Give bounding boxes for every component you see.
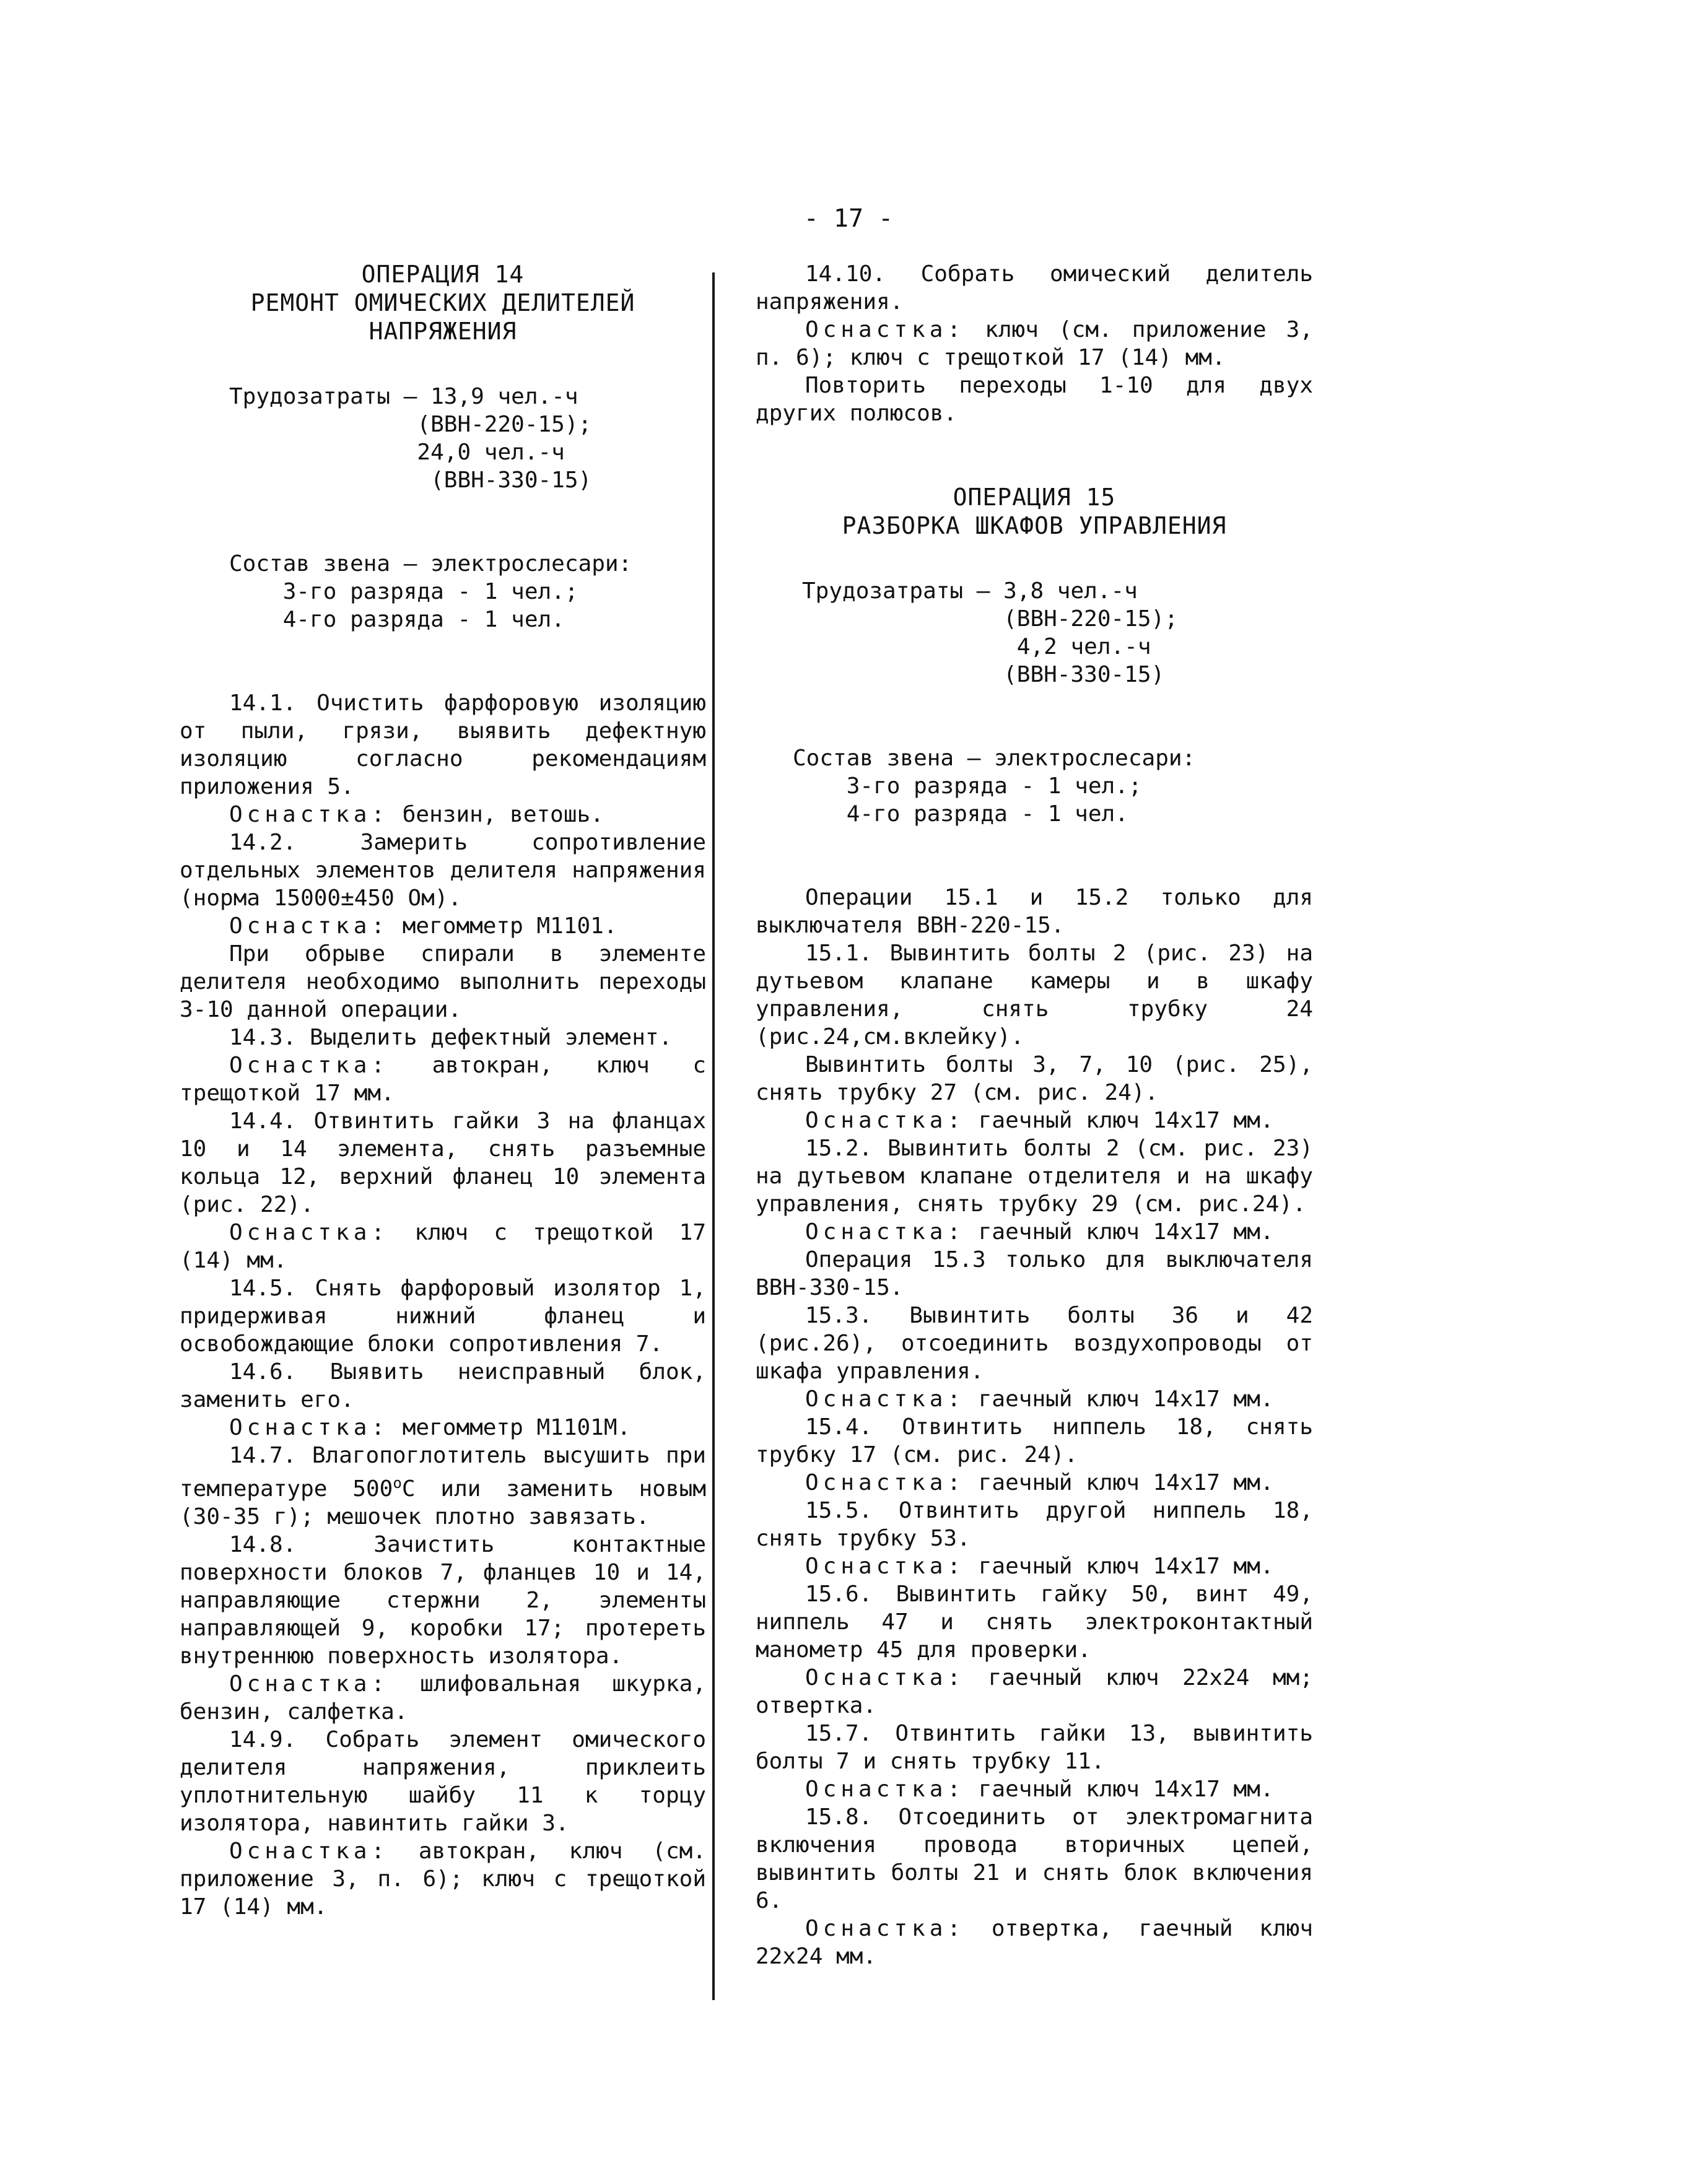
equipment-label: Оснастка: bbox=[229, 1671, 390, 1697]
equipment-text: отвертка, гаечный ключ 22х24 мм. bbox=[756, 1916, 1313, 1969]
labor-line: (ВВН-330-15) bbox=[229, 468, 592, 493]
team-line: Состав звена — электрослесари: bbox=[229, 551, 632, 576]
team-line: 4-го разряда - 1 чел. bbox=[229, 607, 565, 632]
equipment-label: Оснастка: bbox=[805, 1777, 966, 1802]
step-15-6: 15.6. Вывинтить гайку 50, винт 49, ниппель 47 и снять электроконтактный манометр 45 для проверки. bbox=[756, 1581, 1313, 1663]
step-15-5: 15.5. Отвинтить другой ниппель 18, снять трубку 53. bbox=[756, 1498, 1313, 1551]
equipment-label: Оснастка: bbox=[229, 1053, 390, 1078]
equipment-label: Оснастка: bbox=[805, 1916, 966, 1941]
equipment-text: ключ (см. приложение 3, п. 6); ключ с трещоткой 17 (14) мм. bbox=[756, 317, 1313, 370]
equipment-label: Оснастка: bbox=[805, 1386, 966, 1412]
step-14-7-text-a: 14.7. Влагопоглотитель высушить при температуре 500 bbox=[180, 1443, 706, 1502]
equipment-label: Оснастка: bbox=[229, 1220, 390, 1245]
equipment-text: гаечный ключ 14х17 мм. bbox=[965, 1219, 1274, 1245]
step-14-2-note: При обрыве спирали в элементе делителя необходимо выполнить переходы 3-10 данной операции. bbox=[180, 941, 706, 1022]
labor-line: (ВВН-330-15) bbox=[802, 662, 1165, 687]
step-14-10: 14.10. Собрать омический делитель напряжения. bbox=[756, 261, 1313, 315]
equipment-label: Оснастка: bbox=[805, 1470, 966, 1495]
equipment-text: бензин, ветошь. bbox=[389, 802, 604, 827]
equipment-text: гаечный ключ 22х24 мм; отвертка. bbox=[756, 1665, 1313, 1718]
degree-sign: о bbox=[393, 1474, 402, 1492]
step-15-1-continued: Вывинтить болты 3, 7, 10 (рис. 25), снять трубку 27 (см. рис. 24). bbox=[756, 1052, 1313, 1105]
equipment-line bbox=[180, 801, 706, 829]
operation-14-heading bbox=[180, 260, 706, 346]
equipment-line bbox=[756, 1469, 1313, 1497]
equipment-label: Оснастка: bbox=[229, 1415, 390, 1440]
step-14-5: 14.5. Снять фарфоровый изолятор 1, придерживая нижний фланец и освобождающие блоки сопротивления 7. bbox=[180, 1276, 706, 1357]
column-divider bbox=[712, 272, 715, 2000]
labor-line: Трудозатраты — 3,8 чел.-ч bbox=[802, 578, 1138, 604]
labor-cost-block bbox=[756, 577, 1313, 689]
step-14-2: 14.2. Замерить сопротивление отдельных элементов делителя напряжения (норма 15000±450 Ом). bbox=[180, 830, 706, 911]
equipment-text: гаечный ключ 14х17 мм. bbox=[965, 1386, 1274, 1412]
operation-15-subtitle: РАЗБОРКА ШКАФОВ УПРАВЛЕНИЯ bbox=[842, 512, 1227, 539]
equipment-text: гаечный ключ 14х17 мм. bbox=[965, 1108, 1274, 1133]
equipment-line bbox=[756, 1664, 1313, 1720]
equipment-line bbox=[756, 1385, 1313, 1413]
equipment-label: Оснастка: bbox=[229, 1838, 390, 1864]
team-line: Состав звена — электрослесари: bbox=[793, 746, 1196, 771]
equipment-line bbox=[180, 1219, 706, 1274]
step-14-7-text-b: С или заменить новым (30-35 г); мешочек плотно завязать. bbox=[180, 1476, 707, 1529]
equipment-line bbox=[756, 316, 1313, 372]
equipment-text: мегомметр М1101. bbox=[389, 913, 617, 939]
step-15-8: 15.8. Отсоединить от электромагнита включения провода вторичных цепей, вывинтить болты 21 и снять блок включения 6. bbox=[756, 1804, 1313, 1913]
team-line: 3-го разряда - 1 чел.; bbox=[793, 773, 1142, 799]
left-column bbox=[180, 260, 706, 1921]
labor-line: (ВВН-220-15); bbox=[802, 606, 1178, 632]
step-14-6: 14.6. Выявить неисправный блок, заменить его. bbox=[180, 1359, 706, 1412]
equipment-label: Оснастка: bbox=[805, 1219, 966, 1245]
labor-cost-block bbox=[180, 383, 706, 494]
equipment-label: Оснастка: bbox=[805, 1108, 966, 1133]
operation-15-intro: Операции 15.1 и 15.2 только для выключателя ВВН-220-15. bbox=[756, 885, 1313, 938]
equipment-line bbox=[756, 1775, 1313, 1803]
operation-15-title: ОПЕРАЦИЯ 15 bbox=[953, 484, 1116, 511]
equipment-label: Оснастка: bbox=[229, 802, 390, 827]
team-block bbox=[180, 550, 706, 633]
page-number: - 17 - bbox=[803, 204, 894, 233]
equipment-line bbox=[756, 1107, 1313, 1134]
operation-14-subtitle: РЕМОНТ ОМИЧЕСКИХ ДЕЛИТЕЛЕЙ bbox=[250, 289, 635, 316]
operation-14-subtitle-2: НАПРЯЖЕНИЯ bbox=[369, 318, 517, 345]
labor-line: 4,2 чел.-ч bbox=[802, 634, 1151, 659]
equipment-text: автокран, ключ (см. приложение 3, п. 6); ключ с трещоткой 17 (14) мм. bbox=[180, 1838, 706, 1920]
step-15-3: 15.3. Вывинтить болты 36 и 42 (рис.26), отсоединить воздухопроводы от шкафа управления. bbox=[756, 1303, 1313, 1384]
equipment-line bbox=[180, 1414, 706, 1442]
step-14-10-note: Повторить переходы 1-10 для двух других полюсов. bbox=[756, 373, 1313, 426]
operation-14-title: ОПЕРАЦИЯ 14 bbox=[361, 261, 525, 288]
equipment-line bbox=[180, 912, 706, 940]
equipment-line bbox=[180, 1670, 706, 1726]
labor-line: 24,0 чел.-ч bbox=[229, 440, 565, 465]
labor-line: (ВВН-220-15); bbox=[229, 412, 592, 437]
step-15-7: 15.7. Отвинтить гайки 13, вывинтить болты 7 и снять трубку 11. bbox=[756, 1721, 1313, 1774]
labor-line: Трудозатраты — 13,9 чел.-ч bbox=[229, 384, 578, 409]
step-14-3: 14.3. Выделить дефектный элемент. bbox=[229, 1025, 673, 1050]
team-line: 3-го разряда - 1 чел.; bbox=[229, 579, 578, 604]
step-14-9: 14.9. Собрать элемент омического делителя напряжения, приклеить уплотнительную шайбу 11 к торцу изолятора, навинтить гайки 3. bbox=[180, 1727, 706, 1836]
step-15-2: 15.2. Вывинтить болты 2 (см. рис. 23) на дутьевом клапане отделителя и на шкафу управления, снять трубку 29 (см. рис.24). bbox=[756, 1136, 1313, 1217]
step-14-4: 14.4. Отвинтить гайки 3 на фланцах 10 и 14 элемента, снять разъемные кольца 12, верхний фланец 10 элемента (рис. 22). bbox=[180, 1108, 706, 1217]
equipment-label: Оснастка: bbox=[229, 913, 390, 939]
equipment-text: гаечный ключ 14х17 мм. bbox=[965, 1470, 1274, 1495]
team-line: 4-го разряда - 1 чел. bbox=[793, 801, 1128, 827]
equipment-line bbox=[756, 1552, 1313, 1580]
equipment-text: гаечный ключ 14х17 мм. bbox=[965, 1554, 1274, 1579]
step-14-8: 14.8. Зачистить контактные поверхности блоков 7, фланцев 10 и 14, направляющие стержни 2, элементы направляющей 9, коробки 17; протереть внутреннюю поверхность изолятора. bbox=[180, 1532, 706, 1669]
step-14-7 bbox=[180, 1442, 706, 1531]
equipment-label: Оснастка: bbox=[805, 1554, 966, 1579]
step-15-4: 15.4. Отвинтить ниппель 18, снять трубку 17 (см. рис. 24). bbox=[756, 1414, 1313, 1468]
step-15-3-intro: Операция 15.3 только для выключателя ВВН-330-15. bbox=[756, 1247, 1313, 1300]
right-column bbox=[756, 260, 1313, 1970]
equipment-text: ключ с трещоткой 17 (14) мм. bbox=[180, 1220, 706, 1273]
equipment-label: Оснастка: bbox=[805, 317, 966, 342]
operation-15-heading bbox=[756, 483, 1313, 540]
equipment-label: Оснастка: bbox=[805, 1665, 966, 1690]
equipment-text: мегомметр М1101М. bbox=[389, 1415, 631, 1440]
team-block bbox=[756, 744, 1313, 828]
equipment-line bbox=[756, 1218, 1313, 1246]
step-15-1: 15.1. Вывинтить болты 2 (рис. 23) на дутьевом клапане камеры и в шкафу управления, снять трубку 24 (рис.24,см.вклейку). bbox=[756, 941, 1313, 1050]
equipment-line bbox=[756, 1915, 1313, 1970]
equipment-text: гаечный ключ 14х17 мм. bbox=[965, 1777, 1274, 1802]
step-14-1: 14.1. Очистить фарфоровую изоляцию от пыли, грязи, выявить дефектную изоляцию согласно рекомендациям приложения 5. bbox=[180, 690, 706, 799]
equipment-text: шлифовальная шкурка, бензин, салфетка. bbox=[180, 1671, 706, 1725]
equipment-text: автокран, ключ с трещоткой 17 мм. bbox=[180, 1053, 706, 1106]
equipment-line bbox=[180, 1837, 706, 1921]
equipment-line bbox=[180, 1051, 706, 1107]
